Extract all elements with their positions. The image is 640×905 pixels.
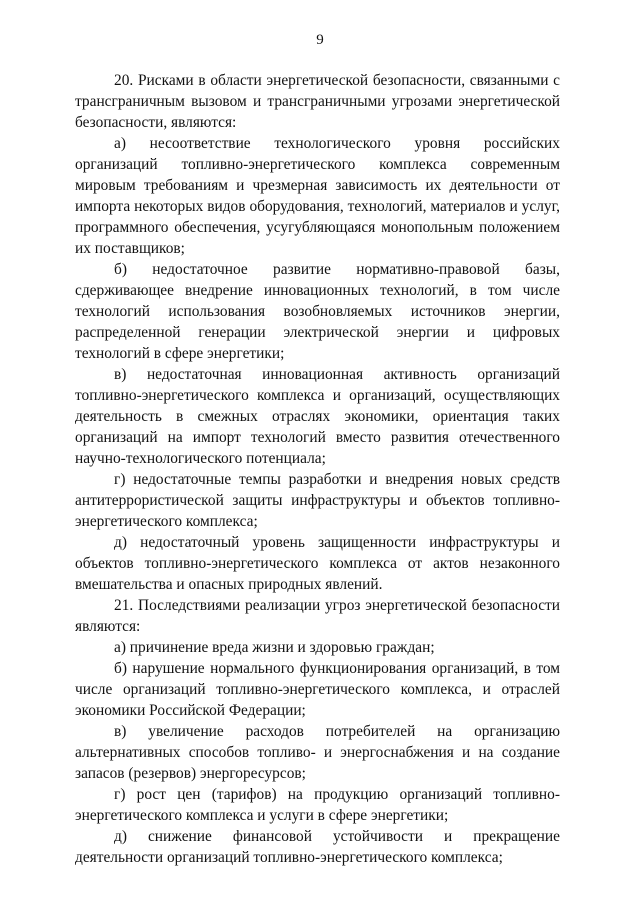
paragraph-20-v: в) недостаточная инновационная активность организаций топливно-энергетического комплекса и организаций, осуществляющих деятельность в смежных отраслях экономики, ориентация таких организаций на импорт технологий вместо развития отечественного научно-технологического потенциала; — [75, 366, 560, 467]
paragraph-21-g: г) рост цен (тарифов) на продукцию организаций топливно-энергетического комплекса и услуги в сфере энергетики; — [75, 786, 560, 824]
paragraph-21-d: д) снижение финансовой устойчивости и прекращение деятельности организаций топливно-энергетического комплекса; — [75, 828, 560, 866]
paragraph-21-intro: 21. Последствиями реализации угроз энергетической безопасности являются: — [75, 597, 560, 635]
paragraph-21-a: а) причинение вреда жизни и здоровью граждан; — [114, 639, 435, 656]
paragraph-21-v: в) увеличение расходов потребителей на организацию альтернативных способов топливо- и энергоснабжения и на создание запасов (резервов) энергоресурсов; — [75, 723, 560, 782]
page-number: 9 — [316, 32, 324, 48]
paragraph-20-d: д) недостаточный уровень защищенности инфраструктуры и объектов топливно-энергетического комплекса от актов незаконного вмешательства и опасных природных явлений. — [75, 534, 560, 593]
paragraph-21-b: б) нарушение нормального функционирования организаций, в том числе организаций топливно-энергетического комплекса, и отраслей экономики Российской Федерации; — [75, 660, 560, 719]
paragraph-20-g: г) недостаточные темпы разработки и внедрения новых средств антитеррористической защиты инфраструктуры и объектов топливно-энергетического комплекса; — [75, 471, 560, 530]
paragraph-20-b: б) недостаточное развитие нормативно-правовой базы, сдерживающее внедрение инновационных технологий, в том числе технологий использования возобновляемых источников энергии, распределенной генерации электрической энергии и цифровых технологий в сфере энергетики; — [75, 261, 560, 362]
paragraph-20-intro: 20. Рисками в области энергетической безопасности, связанными с трансграничным вызовом и трансграничными угрозами энергетической безопасности, являются: — [75, 72, 560, 131]
paragraph-20-a: а) несоответствие технологического уровня российских организаций топливно-энергетического комплекса современным мировым требованиям и чрезмерная зависимость их деятельности от импорта некоторых видов оборудования, технологий, материалов и услуг, программного обеспечения, усугубляющаяся монопольным положением их поставщиков; — [75, 135, 560, 257]
document-body — [75, 70, 560, 868]
